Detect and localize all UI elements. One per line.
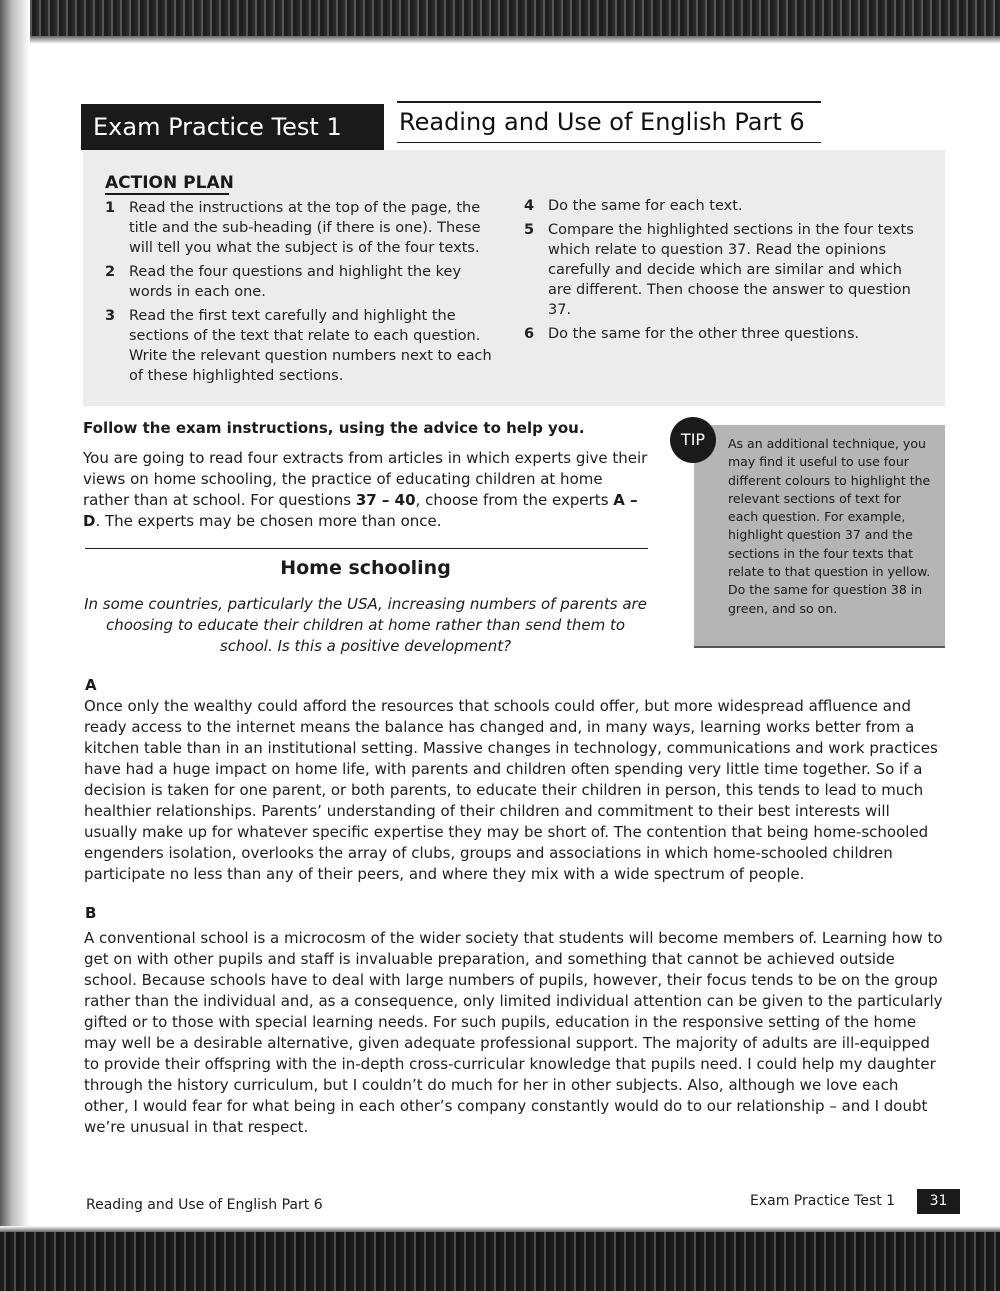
- expert-range: A – D: [83, 491, 638, 530]
- part-title: Reading and Use of English Part 6: [399, 108, 805, 136]
- scan-edge-bottom: [0, 1232, 1000, 1291]
- step-text: Do the same for the other three questions.: [548, 326, 860, 342]
- step-number: 2: [105, 264, 116, 280]
- section-text: A conventional school is a microcosm of the wider society that students will become members of. Learning how to get on with other pupils and staff is invaluable preparation, and something that cannot be achieved outside school. Because schools have to deal with large numbers of pupils, however, their focus tends to be on the group rather than the individual and, as a consequence, only limited individual attention can be given to the particularly gifted or to those with special learning needs. For such pupils, education in the responsive setting of the home may well be a desirable alternative, given adequate professional support. The majority of adults are ill-equipped to provide their offspring with the in-depth cross-curricular knowledge that pupils need. I could help my daughter through the history curriculum, but I couldn’t do much for her in other subjects. Also, although we love each other, I would fear for what being in each other’s company constantly would do to our relationship – and I doubt we’re unusual in that respect.: [84, 929, 943, 1136]
- test-title-box: Exam Practice Test 1: [81, 104, 384, 150]
- step-text: Do the same for each text.: [548, 198, 743, 214]
- article-title: Home schooling: [280, 557, 451, 579]
- exam-instructions-heading: Follow the exam instructions, using the advice to help you.: [83, 419, 585, 437]
- page-number: 31: [917, 1189, 960, 1214]
- footer-test-label: Exam Practice Test 1: [750, 1193, 896, 1209]
- step-number: 1: [105, 200, 116, 216]
- action-step: [105, 262, 505, 302]
- tip-text: As an additional technique, you may find it useful to use four different colours to highlight the relevant sections of text for each question. For example, highlight question 37 and the sections in the four texts that relate to that question in yellow. Do the same for question 38 in green, and so on.: [728, 436, 931, 616]
- scan-edge-top-fade: [0, 36, 1000, 44]
- question-range: 37 – 40: [355, 491, 416, 509]
- scan-edge-left: [0, 0, 30, 1291]
- article-subtitle: In some countries, particularly the USA, increasing numbers of parents are choosing to educate their children at home rather than send them to school. Is this a positive development?: [84, 595, 647, 655]
- section-letter: A: [85, 676, 97, 694]
- action-step: [105, 198, 505, 258]
- step-number: 5: [524, 222, 535, 238]
- scan-edge-top: [0, 0, 1000, 40]
- step-number: 4: [524, 198, 535, 214]
- instructions-text-part: You are going to read four extracts from articles in which experts give their views on home schooling, the practice of educating children at home rather than at school. For questions: [83, 449, 648, 509]
- tip-badge: TIP: [670, 417, 716, 463]
- part-title-rule-bottom: [397, 142, 821, 143]
- action-step: [524, 196, 929, 216]
- step-number: 3: [105, 308, 116, 324]
- footer-part-label: Reading and Use of English Part 6: [86, 1197, 323, 1213]
- action-plan-list-right: [524, 196, 929, 348]
- step-text: Read the four questions and highlight the key words in each one.: [129, 264, 462, 300]
- action-plan-underline: [105, 193, 229, 195]
- instructions-text-part: . The experts may be chosen more than once.: [95, 512, 442, 530]
- step-text: Read the instructions at the top of the page, the title and the sub-heading (if there is one). These will tell you what the subject is of the four texts.: [129, 200, 481, 256]
- section-text: Once only the wealthy could afford the resources that schools could offer, but more widespread affluence and ready access to the internet means the balance has changed and, in many ways, learning works better from a kitchen table than in an institutional setting. Massive changes in technology, communications and work practices have had a huge impact on home life, with parents and children often spending very little time together. So if a decision is taken for one parent, or both parents, to educate their children in person, this tends to lead to much healthier relationships. Parents’ understanding of their children and commitment to their best interests will usually make up for whatever specific expertise they may be short of. The contention that being home-schooled engenders isolation, overlooks the array of clubs, groups and associations in which home-schooled children participate no less than any of their peers, and where they mix with a wide spectrum of people.: [84, 697, 938, 883]
- exam-instructions-text: [83, 448, 651, 532]
- step-text: Compare the highlighted sections in the four texts which relate to question 37. Read the opinions carefully and decide which are similar and which are different. Then choose the answer to question 37.: [548, 222, 914, 318]
- action-plan-heading: ACTION PLAN: [105, 173, 234, 193]
- step-number: 6: [524, 326, 535, 342]
- action-step: [105, 306, 505, 386]
- step-text: Read the first text carefully and highlight the sections of the text that relate to each question. Write the relevant question numbers next to each of these highlighted sections.: [129, 308, 492, 384]
- action-step: [524, 324, 929, 344]
- instructions-text-part: , choose from the experts: [415, 491, 614, 509]
- part-title-rule-top: [397, 101, 821, 103]
- tip-box: [694, 425, 945, 648]
- section-letter: B: [85, 904, 97, 922]
- article-divider: [85, 548, 648, 549]
- action-plan-list-left: [105, 198, 505, 390]
- action-step: [524, 220, 929, 320]
